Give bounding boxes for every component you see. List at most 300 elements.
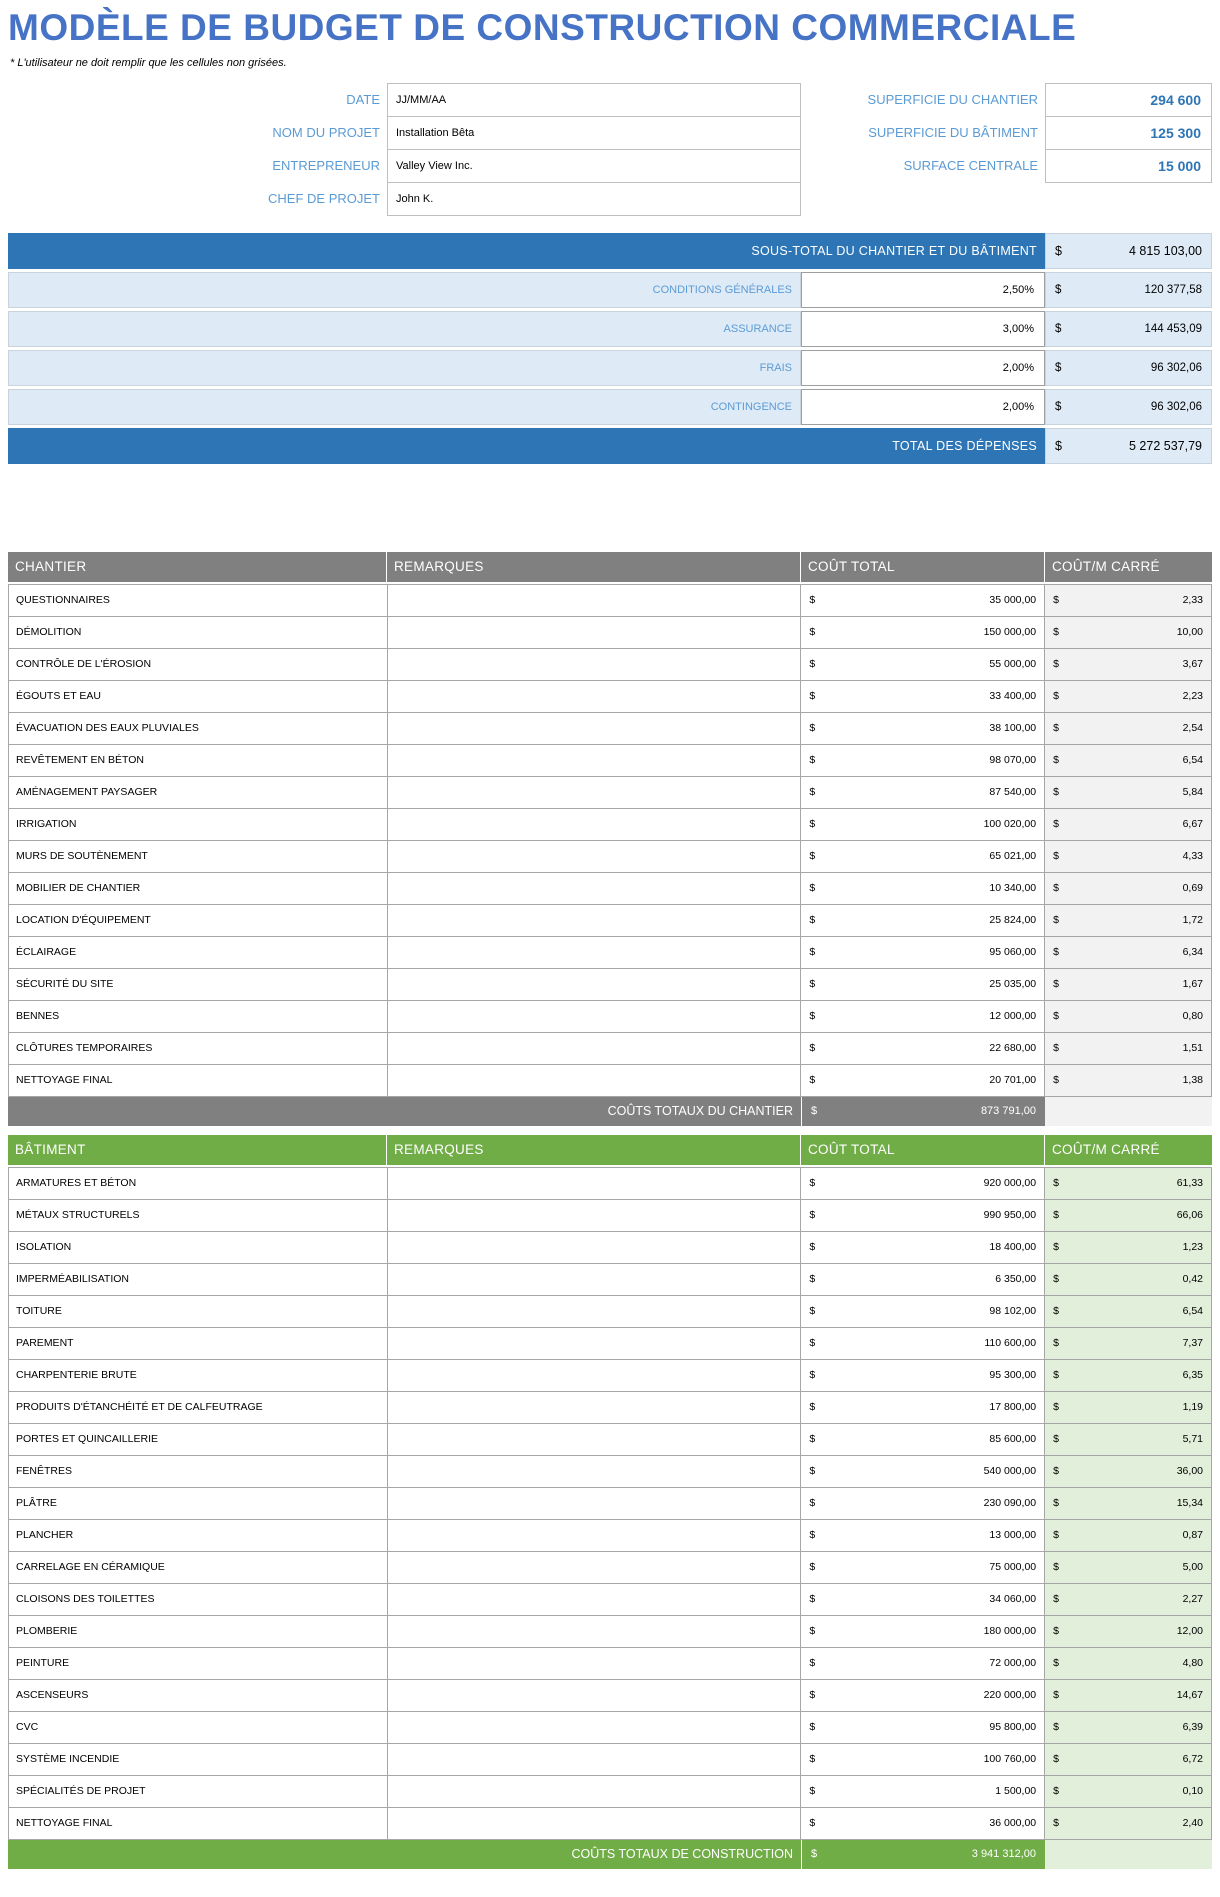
table-row (9, 1392, 1212, 1424)
summary-amount: 96 302,06 (1150, 400, 1202, 413)
remark-cell[interactable] (388, 1328, 802, 1359)
building-table-footer (8, 1840, 1212, 1869)
remark-cell[interactable] (388, 1033, 802, 1064)
total-cost-cell[interactable] (801, 1744, 1045, 1775)
table-row (9, 1264, 1212, 1296)
total-cost-value: 13 000,00 (989, 1529, 1037, 1542)
total-cost-value: 72 000,00 (989, 1657, 1037, 1670)
total-cost-cell[interactable] (801, 1808, 1045, 1839)
item-cell: PRODUITS D'ÉTANCHÉITÉ ET DE CALFEUTRAGE (9, 1392, 388, 1423)
table-row (9, 873, 1212, 905)
cost-per-sqm-value: 5,00 (1182, 1561, 1203, 1574)
cost-per-sqm-value: 6,34 (1182, 946, 1203, 959)
cost-per-sqm-value: 6,67 (1182, 818, 1203, 831)
item-cell: MÉTAUX STRUCTURELS (9, 1200, 388, 1231)
table-row (9, 1456, 1212, 1488)
total-cost-cell[interactable] (801, 617, 1045, 648)
cost-per-sqm-cell (1045, 1808, 1212, 1839)
total-cost-value: 990 950,00 (983, 1209, 1037, 1222)
summary-row-label: CONDITIONS GÉNÉRALES (8, 272, 801, 308)
currency-symbol: $ (1053, 1305, 1059, 1318)
site-cost-table (8, 552, 1212, 1126)
total-cost-cell[interactable] (801, 1296, 1045, 1327)
total-cost-cell[interactable] (801, 1360, 1045, 1391)
currency-symbol: $ (1053, 1529, 1059, 1542)
currency-symbol: $ (1053, 1753, 1059, 1766)
cost-per-sqm-value: 6,72 (1182, 1753, 1203, 1766)
item-cell: PLANCHER (9, 1520, 388, 1551)
total-cost-value: 22 680,00 (989, 1042, 1037, 1055)
cost-per-sqm-cell (1045, 617, 1212, 648)
cost-per-sqm-value: 36,00 (1176, 1465, 1203, 1478)
cost-per-sqm-cell (1045, 1360, 1212, 1391)
cost-per-sqm-value: 4,33 (1182, 850, 1203, 863)
item-cell: CHARPENTERIE BRUTE (9, 1360, 388, 1391)
item-cell: DÉMOLITION (9, 617, 388, 648)
currency-symbol: $ (809, 1010, 816, 1023)
project-manager-label: CHEF DE PROJET (268, 191, 380, 207)
cost-per-sqm-cell (1045, 1648, 1212, 1679)
total-cost-value: 17 800,00 (989, 1401, 1037, 1414)
site-total-amount: 873 791,00 (980, 1105, 1036, 1118)
total-cost-cell[interactable] (801, 937, 1045, 968)
cost-per-sqm-value: 7,37 (1182, 1337, 1203, 1350)
total-row (8, 428, 1212, 464)
total-cost-cell[interactable] (801, 1264, 1045, 1295)
project-name-label: NOM DU PROJET (272, 125, 380, 141)
remark-cell[interactable] (388, 1456, 802, 1487)
remark-cell[interactable] (388, 1808, 802, 1839)
cost-per-sqm-cell (1045, 1488, 1212, 1519)
remark-cell[interactable] (388, 969, 802, 1000)
summary-percent-rows (8, 272, 1212, 425)
building-area-field[interactable]: 125 300 (1045, 116, 1212, 150)
currency-symbol: $ (1053, 1465, 1059, 1478)
currency-symbol: $ (809, 754, 816, 767)
subtotal-amount: 4 815 103,00 (1129, 243, 1202, 258)
cost-per-sqm-value: 1,19 (1182, 1401, 1203, 1414)
table-row (9, 1808, 1212, 1840)
central-area-label: SURFACE CENTRALE (903, 158, 1038, 174)
currency-symbol: $ (811, 1105, 818, 1118)
cost-per-sqm-value: 12,00 (1176, 1625, 1203, 1638)
currency-symbol: $ (1053, 1273, 1059, 1286)
total-cost-cell[interactable] (801, 745, 1045, 776)
remark-cell[interactable] (388, 777, 802, 808)
cost-per-sqm-value: 2,27 (1182, 1593, 1203, 1606)
total-cost-value: 1 500,00 (995, 1785, 1037, 1798)
total-cost-cell[interactable] (801, 1065, 1045, 1096)
table-row (9, 1680, 1212, 1712)
column-header-site: CHANTIER (8, 552, 387, 582)
subtotal-row (8, 233, 1212, 269)
total-cost-value: 25 824,00 (989, 914, 1037, 927)
site-total-cell (801, 1097, 1045, 1126)
table-row (9, 777, 1212, 809)
currency-symbol: $ (809, 818, 816, 831)
currency-symbol: $ (809, 1529, 816, 1542)
currency-symbol: $ (1053, 1042, 1059, 1055)
currency-symbol: $ (809, 1273, 816, 1286)
building-area-label: SUPERFICIE DU BÂTIMENT (868, 125, 1038, 141)
currency-symbol: $ (809, 1177, 816, 1190)
cost-per-sqm-cell (1045, 1033, 1212, 1064)
site-table-footer (8, 1097, 1212, 1126)
cost-per-sqm-value: 2,54 (1182, 722, 1203, 735)
spacer (801, 182, 1045, 216)
remark-cell[interactable] (388, 1744, 802, 1775)
remark-cell[interactable] (388, 1648, 802, 1679)
remark-cell[interactable] (388, 841, 802, 872)
summary-percent-cell[interactable]: 3,00% (801, 311, 1045, 347)
summary-percent-cell[interactable]: 2,00% (801, 389, 1045, 425)
item-cell: CONTRÔLE DE L'ÉROSION (9, 649, 388, 680)
currency-symbol: $ (809, 882, 816, 895)
remark-cell[interactable] (388, 937, 802, 968)
currency-symbol: $ (809, 1465, 816, 1478)
table-row (9, 1065, 1212, 1097)
total-cost-value: 85 600,00 (989, 1433, 1037, 1446)
cost-per-sqm-value: 5,84 (1182, 786, 1203, 799)
table-row (9, 1328, 1212, 1360)
item-cell: PORTES ET QUINCAILLERIE (9, 1424, 388, 1455)
cost-per-sqm-cell (1045, 1552, 1212, 1583)
currency-symbol: $ (1053, 1401, 1059, 1414)
item-cell: AMÉNAGEMENT PAYSAGER (9, 777, 388, 808)
total-cost-value: 36 000,00 (989, 1817, 1037, 1830)
total-cost-cell[interactable] (801, 1456, 1045, 1487)
table-row (9, 745, 1212, 777)
cost-per-sqm-cell (1045, 809, 1212, 840)
cost-per-sqm-cell (1045, 1392, 1212, 1423)
table-row (9, 617, 1212, 649)
total-cost-cell[interactable] (801, 777, 1045, 808)
total-cost-value: 98 102,00 (989, 1305, 1037, 1318)
remark-cell[interactable] (388, 1776, 802, 1807)
subtotal-amount-cell (1045, 233, 1212, 269)
total-cost-cell[interactable] (801, 809, 1045, 840)
cost-per-sqm-value: 6,35 (1182, 1369, 1203, 1382)
column-header-remarks: REMARQUES (387, 552, 801, 582)
total-cost-cell[interactable] (801, 681, 1045, 712)
currency-symbol: $ (1053, 1817, 1059, 1830)
total-cost-value: 18 400,00 (989, 1241, 1037, 1254)
item-cell: ÉVACUATION DES EAUX PLUVIALES (9, 713, 388, 744)
summary-amount-cell (1045, 389, 1212, 425)
currency-symbol: $ (1055, 438, 1062, 453)
total-cost-cell[interactable] (801, 1488, 1045, 1519)
item-cell: MOBILIER DE CHANTIER (9, 873, 388, 904)
total-cost-cell[interactable] (801, 1648, 1045, 1679)
total-cost-cell[interactable] (801, 1584, 1045, 1615)
currency-symbol: $ (809, 850, 816, 863)
item-cell: PAREMENT (9, 1328, 388, 1359)
currency-symbol: $ (809, 1241, 816, 1254)
total-amount-cell (1045, 428, 1212, 464)
cost-per-sqm-value: 15,34 (1176, 1497, 1203, 1510)
currency-symbol: $ (1053, 594, 1059, 607)
total-cost-cell[interactable] (801, 713, 1045, 744)
contractor-field[interactable]: Valley View Inc. (387, 149, 801, 183)
item-cell: NETTOYAGE FINAL (9, 1065, 388, 1096)
cost-per-sqm-value: 2,23 (1182, 690, 1203, 703)
date-label: DATE (346, 92, 380, 108)
currency-symbol: $ (1053, 978, 1059, 991)
remark-cell[interactable] (388, 1712, 802, 1743)
site-table-body (8, 584, 1212, 1097)
table-row (9, 969, 1212, 1001)
currency-symbol: $ (1053, 1689, 1059, 1702)
currency-symbol: $ (1055, 361, 1062, 374)
currency-symbol: $ (809, 1305, 816, 1318)
table-row (9, 1033, 1212, 1065)
currency-symbol: $ (1053, 914, 1059, 927)
total-cost-value: 100 760,00 (983, 1753, 1037, 1766)
cost-per-sqm-value: 5,71 (1182, 1433, 1203, 1446)
contractor-label: ENTREPRENEUR (272, 158, 380, 174)
cost-per-sqm-cell (1045, 905, 1212, 936)
total-cost-cell[interactable] (801, 1168, 1045, 1199)
total-cost-cell[interactable] (801, 969, 1045, 1000)
cost-per-sqm-cell (1045, 649, 1212, 680)
total-cost-cell[interactable] (801, 649, 1045, 680)
total-cost-value: 20 701,00 (989, 1074, 1037, 1087)
cost-per-sqm-cell (1045, 1520, 1212, 1551)
remark-cell[interactable] (388, 873, 802, 904)
item-cell: CLÔTURES TEMPORAIRES (9, 1033, 388, 1064)
remark-cell[interactable] (388, 1232, 802, 1263)
total-cost-cell[interactable] (801, 1424, 1045, 1455)
total-cost-cell[interactable] (801, 1552, 1045, 1583)
column-header-total-cost: COÛT TOTAL (801, 1135, 1045, 1165)
remark-cell[interactable] (388, 1168, 802, 1199)
total-cost-cell[interactable] (801, 1392, 1045, 1423)
remark-cell[interactable] (388, 649, 802, 680)
currency-symbol: $ (1053, 1433, 1059, 1446)
footer-empty-cell (1045, 1097, 1212, 1126)
total-cost-cell[interactable] (801, 1520, 1045, 1551)
table-row (9, 1232, 1212, 1264)
total-cost-value: 150 000,00 (983, 626, 1037, 639)
currency-symbol: $ (809, 1433, 816, 1446)
total-cost-cell[interactable] (801, 873, 1045, 904)
remark-cell[interactable] (388, 681, 802, 712)
cost-per-sqm-value: 6,54 (1182, 1305, 1203, 1318)
total-cost-cell[interactable] (801, 1712, 1045, 1743)
item-cell: MURS DE SOUTÈNEMENT (9, 841, 388, 872)
remark-cell[interactable] (388, 1488, 802, 1519)
table-row (9, 1424, 1212, 1456)
total-cost-value: 110 600,00 (984, 1337, 1037, 1350)
form-row (8, 182, 1212, 216)
currency-symbol: $ (1053, 722, 1059, 735)
summary-percent-cell[interactable]: 2,50% (801, 272, 1045, 308)
cost-per-sqm-cell (1045, 1328, 1212, 1359)
currency-symbol: $ (809, 1657, 816, 1670)
building-table-body (8, 1167, 1212, 1840)
summary-row-label: ASSURANCE (8, 311, 801, 347)
remark-cell[interactable] (388, 1360, 802, 1391)
total-cost-value: 230 090,00 (983, 1497, 1037, 1510)
total-cost-value: 540 000,00 (983, 1465, 1037, 1478)
column-header-cost-per-sqm: COÛT/M CARRÉ (1045, 552, 1212, 582)
total-cost-value: 12 000,00 (989, 1010, 1037, 1023)
remark-cell[interactable] (388, 1001, 802, 1032)
total-cost-value: 55 000,00 (989, 658, 1037, 671)
cost-per-sqm-value: 1,38 (1182, 1074, 1203, 1087)
cost-per-sqm-value: 0,80 (1182, 1010, 1203, 1023)
column-header-total-cost: COÛT TOTAL (801, 552, 1045, 582)
item-cell: QUESTIONNAIRES (9, 585, 388, 616)
currency-symbol: $ (809, 1561, 816, 1574)
total-cost-cell[interactable] (801, 1680, 1045, 1711)
remark-cell[interactable] (388, 745, 802, 776)
table-row (9, 905, 1212, 937)
site-area-field[interactable]: 294 600 (1045, 83, 1212, 117)
currency-symbol: $ (809, 690, 816, 703)
remark-cell[interactable] (388, 1200, 802, 1231)
item-cell: CARRELAGE EN CÉRAMIQUE (9, 1552, 388, 1583)
currency-symbol: $ (809, 978, 816, 991)
cost-per-sqm-cell (1045, 585, 1212, 616)
currency-symbol: $ (1053, 1209, 1059, 1222)
total-cost-cell[interactable] (801, 905, 1045, 936)
remark-cell[interactable] (388, 905, 802, 936)
remark-cell[interactable] (388, 1392, 802, 1423)
currency-symbol: $ (1053, 1337, 1059, 1350)
currency-symbol: $ (1053, 1241, 1059, 1254)
item-cell: PLÂTRE (9, 1488, 388, 1519)
summary-amount: 96 302,06 (1150, 361, 1202, 374)
remark-cell[interactable] (388, 1616, 802, 1647)
remark-cell[interactable] (388, 1424, 802, 1455)
remark-cell[interactable] (388, 1065, 802, 1096)
cost-per-sqm-cell (1045, 1616, 1212, 1647)
cost-per-sqm-cell (1045, 745, 1212, 776)
currency-symbol: $ (1053, 1785, 1059, 1798)
currency-symbol: $ (809, 1689, 816, 1702)
summary-amount-cell (1045, 272, 1212, 308)
cost-per-sqm-value: 0,87 (1182, 1529, 1203, 1542)
site-total-label: COÛTS TOTAUX DU CHANTIER (8, 1097, 801, 1126)
item-cell: SPÉCIALITÉS DE PROJET (9, 1776, 388, 1807)
expense-summary (8, 233, 1212, 464)
currency-symbol: $ (1053, 1010, 1059, 1023)
cost-per-sqm-cell (1045, 1296, 1212, 1327)
total-cost-cell[interactable] (801, 1776, 1045, 1807)
summary-row-label: CONTINGENCE (8, 389, 801, 425)
form-row (8, 116, 1212, 150)
total-cost-cell[interactable] (801, 1232, 1045, 1263)
site-area-label: SUPERFICIE DU CHANTIER (867, 92, 1038, 108)
item-cell: REVÊTEMENT EN BÉTON (9, 745, 388, 776)
total-cost-cell[interactable] (801, 1001, 1045, 1032)
central-area-field[interactable]: 15 000 (1045, 149, 1212, 183)
table-row (9, 1001, 1212, 1033)
total-cost-cell[interactable] (801, 1033, 1045, 1064)
table-row (9, 649, 1212, 681)
cost-per-sqm-value: 14,67 (1176, 1689, 1203, 1702)
cost-per-sqm-value: 1,72 (1182, 914, 1203, 927)
remark-cell[interactable] (388, 1552, 802, 1583)
table-row (9, 1168, 1212, 1200)
total-cost-cell[interactable] (801, 585, 1045, 616)
item-cell: CLOISONS DES TOILETTES (9, 1584, 388, 1615)
currency-symbol: $ (1053, 818, 1059, 831)
cost-per-sqm-value: 0,42 (1182, 1273, 1203, 1286)
currency-symbol: $ (809, 1369, 816, 1382)
total-cost-cell[interactable] (801, 1616, 1045, 1647)
cost-per-sqm-cell (1045, 777, 1212, 808)
currency-symbol: $ (809, 1817, 816, 1830)
remark-cell[interactable] (388, 1264, 802, 1295)
cost-per-sqm-cell (1045, 1065, 1212, 1096)
table-row (9, 713, 1212, 745)
currency-symbol: $ (809, 1721, 816, 1734)
project-name-field[interactable]: Installation Bêta (387, 116, 801, 150)
currency-symbol: $ (1053, 754, 1059, 767)
cost-per-sqm-value: 0,10 (1182, 1785, 1203, 1798)
project-manager-field[interactable]: John K. (387, 182, 801, 216)
cost-per-sqm-value: 1,51 (1182, 1042, 1203, 1055)
currency-symbol: $ (1053, 1561, 1059, 1574)
cost-per-sqm-value: 3,67 (1182, 658, 1203, 671)
date-field[interactable]: JJ/MM/AA (387, 83, 801, 117)
item-cell: PLOMBERIE (9, 1616, 388, 1647)
currency-symbol: $ (809, 1401, 816, 1414)
remark-cell[interactable] (388, 617, 802, 648)
spacer (1045, 182, 1212, 216)
currency-symbol: $ (1053, 1721, 1059, 1734)
item-cell: ISOLATION (9, 1232, 388, 1263)
currency-symbol: $ (809, 658, 816, 671)
table-row (9, 1552, 1212, 1584)
total-cost-value: 920 000,00 (983, 1177, 1037, 1190)
total-cost-cell[interactable] (801, 841, 1045, 872)
remark-cell[interactable] (388, 713, 802, 744)
table-row (9, 1648, 1212, 1680)
summary-percent-cell[interactable]: 2,00% (801, 350, 1045, 386)
cost-per-sqm-cell (1045, 841, 1212, 872)
currency-symbol: $ (1053, 882, 1059, 895)
summary-amount: 144 453,09 (1144, 322, 1202, 335)
item-cell: SYSTÈME INCENDIE (9, 1744, 388, 1775)
remark-cell[interactable] (388, 1680, 802, 1711)
remark-cell[interactable] (388, 1296, 802, 1327)
remark-cell[interactable] (388, 809, 802, 840)
building-total-label: COÛTS TOTAUX DE CONSTRUCTION (8, 1840, 801, 1869)
cost-per-sqm-cell (1045, 1584, 1212, 1615)
remark-cell[interactable] (388, 1584, 802, 1615)
cost-per-sqm-value: 1,67 (1182, 978, 1203, 991)
currency-symbol: $ (809, 1625, 816, 1638)
currency-symbol: $ (809, 1593, 816, 1606)
total-cost-cell[interactable] (801, 1328, 1045, 1359)
column-header-building: BÂTIMENT (8, 1135, 387, 1165)
cost-per-sqm-cell (1045, 1424, 1212, 1455)
remark-cell[interactable] (388, 1520, 802, 1551)
currency-symbol: $ (809, 946, 816, 959)
cost-per-sqm-cell (1045, 937, 1212, 968)
footer-empty-cell (1045, 1840, 1212, 1869)
remark-cell[interactable] (388, 585, 802, 616)
column-header-remarks: REMARQUES (387, 1135, 801, 1165)
total-cost-cell[interactable] (801, 1200, 1045, 1231)
currency-symbol: $ (811, 1848, 818, 1861)
table-row (9, 1616, 1212, 1648)
currency-symbol: $ (809, 1337, 816, 1350)
currency-symbol: $ (1055, 283, 1062, 296)
